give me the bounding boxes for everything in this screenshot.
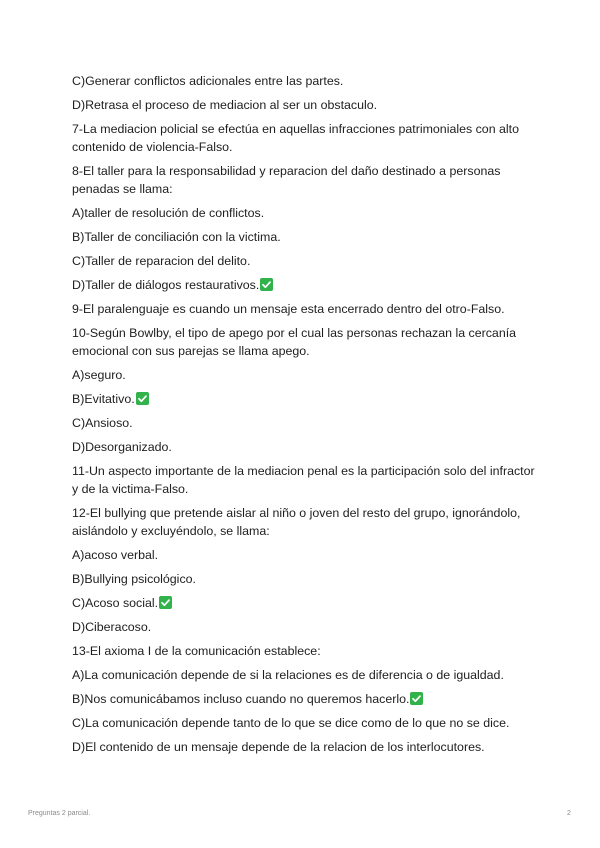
- line-text: 12-El bullying que pretende aislar al niño o joven del resto del grupo, ignorándolo, aislándolo y excluyéndolo, se llama:: [72, 506, 521, 538]
- line-text: A)La comunicación depende de si la relaciones es de diferencia o de igualdad.: [72, 668, 504, 682]
- line-text: C)Ansioso.: [72, 416, 133, 430]
- text-line: [72, 252, 542, 270]
- text-line: [72, 642, 542, 660]
- footer-title: Preguntas 2 parcial.: [28, 810, 91, 817]
- line-text: C)La comunicación depende tanto de lo que se dice como de lo que no se dice.: [72, 716, 510, 730]
- line-text: D)Retrasa el proceso de mediacion al ser un obstaculo.: [72, 98, 378, 112]
- text-line: [72, 204, 542, 222]
- line-text: D)Desorganizado.: [72, 440, 172, 454]
- check-mark-button-icon: [410, 692, 423, 705]
- line-text: 10-Según Bowlby, el tipo de apego por el cual las personas rechazan la cercanía emocional con sus parejas se llama apego.: [72, 326, 517, 358]
- text-line: [72, 366, 542, 384]
- line-text: 9-El paralenguaje es cuando un mensaje esta encerrado dentro del otro-Falso.: [72, 302, 505, 316]
- text-line: [72, 324, 542, 360]
- text-line: [72, 546, 542, 564]
- text-line: [72, 618, 542, 636]
- check-mark-button-icon: [136, 392, 149, 405]
- line-text: D)Ciberacoso.: [72, 620, 152, 634]
- text-line: [72, 300, 542, 318]
- text-line: [72, 714, 542, 732]
- line-text: B)Nos comunicábamos incluso cuando no queremos hacerlo.: [72, 692, 410, 706]
- document-body: [72, 72, 542, 762]
- text-line: [72, 96, 542, 114]
- text-line: [72, 390, 542, 408]
- check-mark-button-icon: [159, 596, 172, 609]
- text-line: [72, 228, 542, 246]
- line-text: D)El contenido de un mensaje depende de la relacion de los interlocutores.: [72, 740, 485, 754]
- text-line: [72, 276, 542, 294]
- line-text: C)Acoso social.: [72, 596, 159, 610]
- text-line: [72, 504, 542, 540]
- text-line: [72, 462, 542, 498]
- page-number: 2: [567, 810, 571, 817]
- text-line: [72, 666, 542, 684]
- text-line: [72, 162, 542, 198]
- text-line: [72, 690, 542, 708]
- line-text: A)seguro.: [72, 368, 126, 382]
- line-text: D)Taller de diálogos restaurativos.: [72, 278, 260, 292]
- line-text: C)Generar conflictos adicionales entre las partes.: [72, 74, 344, 88]
- line-text: A)acoso verbal.: [72, 548, 159, 562]
- text-line: [72, 120, 542, 156]
- text-line: [72, 594, 542, 612]
- line-text: 13-El axioma I de la comunicación establece:: [72, 644, 321, 658]
- text-line: [72, 570, 542, 588]
- line-text: C)Taller de reparacion del delito.: [72, 254, 251, 268]
- line-text: B)Bullying psicológico.: [72, 572, 196, 586]
- check-mark-button-icon: [260, 278, 273, 291]
- line-text: 8-El taller para la responsabilidad y reparacion del daño destinado a personas penadas se llama:: [72, 164, 501, 196]
- text-line: [72, 72, 542, 90]
- line-text: A)taller de resolución de conflictos.: [72, 206, 265, 220]
- line-text: B)Taller de conciliación con la victima.: [72, 230, 281, 244]
- line-text: 11-Un aspecto importante de la mediacion penal es la participación solo del infractor y de la victima-Falso.: [72, 464, 535, 496]
- line-text: B)Evitativo.: [72, 392, 135, 406]
- text-line: [72, 438, 542, 456]
- text-line: [72, 414, 542, 432]
- line-text: 7-La mediacion policial se efectúa en aquellas infracciones patrimoniales con alto contenido de violencia-Falso.: [72, 122, 520, 154]
- text-line: [72, 738, 542, 756]
